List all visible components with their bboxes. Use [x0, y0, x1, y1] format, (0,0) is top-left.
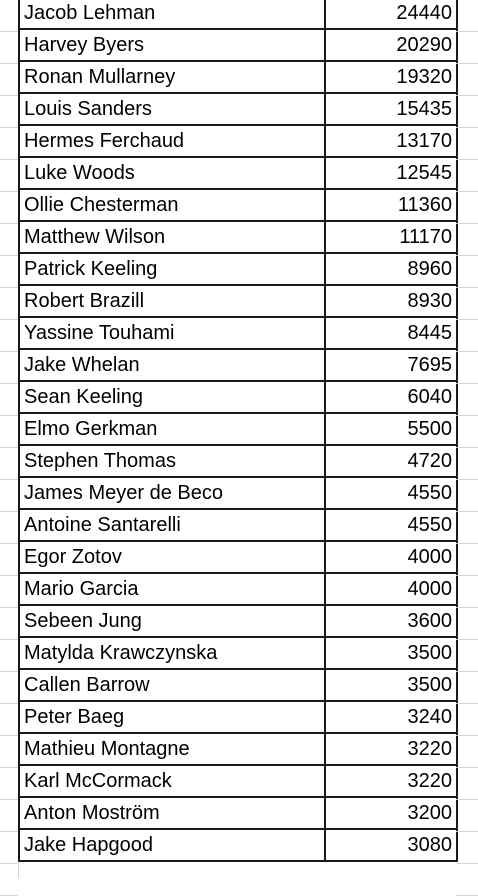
- grid-cell[interactable]: [456, 736, 478, 768]
- table-row: [19, 317, 457, 349]
- value-cell[interactable]: 5500: [325, 413, 457, 445]
- value-cell[interactable]: 3200: [325, 797, 457, 829]
- table-row: [19, 669, 457, 701]
- grid-cell[interactable]: [0, 448, 18, 480]
- grid-cell[interactable]: [456, 416, 478, 448]
- grid-cell[interactable]: [0, 64, 18, 96]
- name-cell[interactable]: Louis Sanders: [19, 93, 325, 125]
- grid-cell[interactable]: [456, 352, 478, 384]
- value-cell[interactable]: 3500: [325, 669, 457, 701]
- table-row: [19, 285, 457, 317]
- table-row: [19, 253, 457, 285]
- grid-cell[interactable]: [456, 608, 478, 640]
- grid-cell[interactable]: [0, 352, 18, 384]
- value-cell[interactable]: 8930: [325, 285, 457, 317]
- name-cell[interactable]: Antoine Santarelli: [19, 509, 325, 541]
- left-column-strip: [0, 0, 19, 878]
- table-row: [19, 445, 457, 477]
- name-cell[interactable]: Karl McCormack: [19, 765, 325, 797]
- table-row: [19, 125, 457, 157]
- table-row: [19, 605, 457, 637]
- grid-cell[interactable]: [456, 704, 478, 736]
- grid-cell[interactable]: [456, 0, 478, 32]
- value-cell[interactable]: 7695: [325, 349, 457, 381]
- value-cell[interactable]: 4000: [325, 573, 457, 605]
- grid-cell[interactable]: [0, 800, 18, 832]
- value-cell[interactable]: 11360: [325, 189, 457, 221]
- value-cell[interactable]: 3500: [325, 637, 457, 669]
- name-cell[interactable]: Peter Baeg: [19, 701, 325, 733]
- table-row: [19, 733, 457, 765]
- grid-cell[interactable]: [456, 256, 478, 288]
- name-cell[interactable]: Jacob Lehman: [19, 0, 325, 29]
- name-cell[interactable]: Sebeen Jung: [19, 605, 325, 637]
- grid-cell[interactable]: [0, 832, 18, 864]
- name-cell[interactable]: Ollie Chesterman: [19, 189, 325, 221]
- value-cell[interactable]: 13170: [325, 125, 457, 157]
- value-cell[interactable]: 20290: [325, 29, 457, 61]
- name-cell[interactable]: Jake Whelan: [19, 349, 325, 381]
- grid-cell[interactable]: [0, 128, 18, 160]
- name-cell[interactable]: Luke Woods: [19, 157, 325, 189]
- grid-cell[interactable]: [0, 416, 18, 448]
- name-cell[interactable]: Elmo Gerkman: [19, 413, 325, 445]
- grid-cell[interactable]: [0, 0, 18, 32]
- right-column-strip: [456, 0, 478, 878]
- grid-cell[interactable]: [456, 160, 478, 192]
- value-cell[interactable]: 11170: [325, 221, 457, 253]
- name-cell[interactable]: Patrick Keeling: [19, 253, 325, 285]
- grid-cell[interactable]: [456, 448, 478, 480]
- value-cell[interactable]: 4720: [325, 445, 457, 477]
- grid-cell[interactable]: [0, 544, 18, 576]
- name-cell[interactable]: Egor Zotov: [19, 541, 325, 573]
- value-cell[interactable]: 6040: [325, 381, 457, 413]
- grid-cell[interactable]: [456, 640, 478, 672]
- grid-cell[interactable]: [0, 32, 18, 64]
- name-cell[interactable]: Hermes Ferchaud: [19, 125, 325, 157]
- grid-cell[interactable]: [0, 640, 18, 672]
- table-row: [19, 61, 457, 93]
- grid-cell[interactable]: [0, 256, 18, 288]
- grid-cell[interactable]: [456, 320, 478, 352]
- grid-cell[interactable]: [0, 864, 18, 896]
- grid-cell[interactable]: [456, 32, 478, 64]
- grid-cell[interactable]: [456, 192, 478, 224]
- grid-cell[interactable]: [0, 384, 18, 416]
- table-body: [19, 0, 457, 861]
- grid-cell[interactable]: [0, 608, 18, 640]
- table-row: [19, 765, 457, 797]
- grid-cell[interactable]: [0, 320, 18, 352]
- table-row: [19, 189, 457, 221]
- grid-cell[interactable]: [456, 128, 478, 160]
- grid-cell[interactable]: [456, 512, 478, 544]
- value-cell[interactable]: 12545: [325, 157, 457, 189]
- table-row: [19, 221, 457, 253]
- grid-cell[interactable]: [456, 672, 478, 704]
- value-cell[interactable]: 3080: [325, 829, 457, 861]
- value-cell[interactable]: 24440: [325, 0, 457, 29]
- grid-cell[interactable]: [456, 832, 478, 864]
- table-row: [19, 509, 457, 541]
- grid-cell[interactable]: [456, 576, 478, 608]
- table-row: [19, 29, 457, 61]
- value-cell[interactable]: 4550: [325, 477, 457, 509]
- grid-cell[interactable]: [0, 768, 18, 800]
- grid-cell[interactable]: [0, 96, 18, 128]
- table-row: [19, 541, 457, 573]
- value-cell[interactable]: 15435: [325, 93, 457, 125]
- grid-cell[interactable]: [0, 288, 18, 320]
- grid-cell[interactable]: [456, 384, 478, 416]
- grid-cell[interactable]: [456, 864, 478, 896]
- table-row: [19, 157, 457, 189]
- value-cell[interactable]: 3600: [325, 605, 457, 637]
- name-cell[interactable]: Harvey Byers: [19, 29, 325, 61]
- grid-cell[interactable]: [456, 224, 478, 256]
- grid-cell[interactable]: [0, 672, 18, 704]
- table-row: [19, 637, 457, 669]
- name-cell[interactable]: Stephen Thomas: [19, 445, 325, 477]
- grid-cell[interactable]: [456, 768, 478, 800]
- name-cell[interactable]: Yassine Touhami: [19, 317, 325, 349]
- grid-cell[interactable]: [456, 288, 478, 320]
- table-row: [19, 573, 457, 605]
- name-cell[interactable]: Matylda Krawczynska: [19, 637, 325, 669]
- grid-cell[interactable]: [456, 544, 478, 576]
- name-cell[interactable]: Anton Moström: [19, 797, 325, 829]
- name-cell[interactable]: Mario Garcia: [19, 573, 325, 605]
- value-cell[interactable]: 8960: [325, 253, 457, 285]
- value-cell[interactable]: 19320: [325, 61, 457, 93]
- table-row: [19, 0, 457, 29]
- value-cell[interactable]: 3220: [325, 765, 457, 797]
- value-cell[interactable]: 4000: [325, 541, 457, 573]
- grid-cell[interactable]: [0, 480, 18, 512]
- table-row: [19, 477, 457, 509]
- table-row: [19, 93, 457, 125]
- table-row: [19, 381, 457, 413]
- value-cell[interactable]: 3240: [325, 701, 457, 733]
- name-cell[interactable]: Sean Keeling: [19, 381, 325, 413]
- table-row: [19, 349, 457, 381]
- leaderboard-table: [18, 0, 458, 862]
- name-cell[interactable]: Callen Barrow: [19, 669, 325, 701]
- table-row: [19, 413, 457, 445]
- name-cell[interactable]: Matthew Wilson: [19, 221, 325, 253]
- name-cell[interactable]: Jake Hapgood: [19, 829, 325, 861]
- grid-cell[interactable]: [456, 800, 478, 832]
- grid-cell[interactable]: [0, 224, 18, 256]
- grid-cell[interactable]: [0, 160, 18, 192]
- grid-cell[interactable]: [0, 704, 18, 736]
- name-cell[interactable]: Mathieu Montagne: [19, 733, 325, 765]
- name-cell[interactable]: Ronan Mullarney: [19, 61, 325, 93]
- grid-cell[interactable]: [456, 64, 478, 96]
- grid-cell[interactable]: [456, 96, 478, 128]
- value-cell[interactable]: 3220: [325, 733, 457, 765]
- grid-cell[interactable]: [456, 480, 478, 512]
- table-row: [19, 797, 457, 829]
- value-cell[interactable]: 4550: [325, 509, 457, 541]
- grid-cell[interactable]: [0, 576, 18, 608]
- table-row: [19, 701, 457, 733]
- name-cell[interactable]: Robert Brazill: [19, 285, 325, 317]
- table-row: [19, 829, 457, 861]
- name-cell[interactable]: James Meyer de Beco: [19, 477, 325, 509]
- value-cell[interactable]: 8445: [325, 317, 457, 349]
- grid-cell[interactable]: [0, 512, 18, 544]
- grid-cell[interactable]: [0, 192, 18, 224]
- grid-cell[interactable]: [0, 736, 18, 768]
